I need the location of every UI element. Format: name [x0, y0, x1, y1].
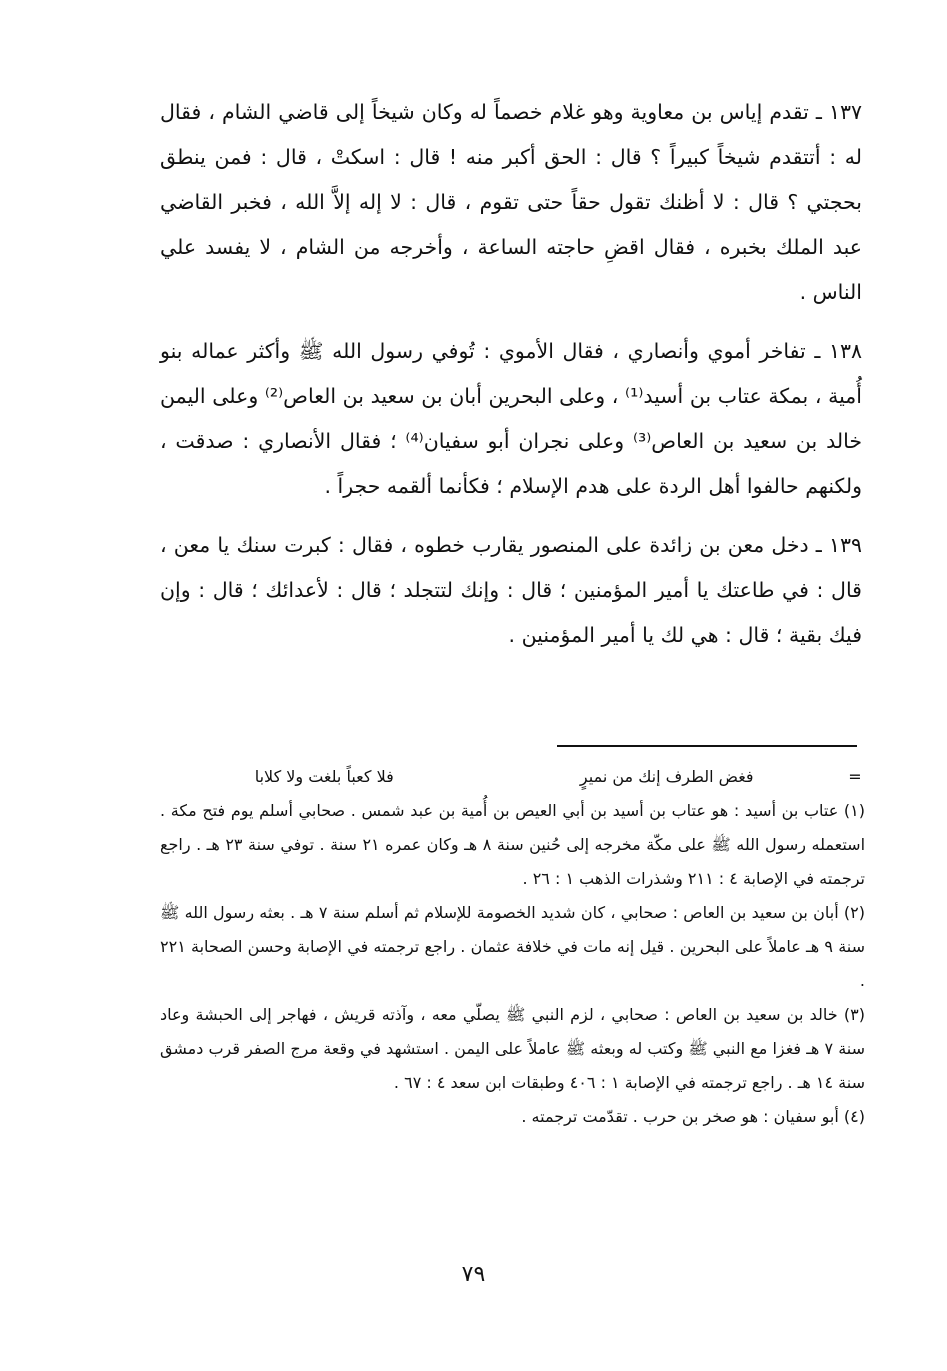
verse-first-hemistich: فغض الطرف إنك من نميرٍ	[579, 767, 754, 786]
footnote-verse	[160, 760, 865, 794]
verse-second-hemistich: فلا كعباً بلغت ولا كلابا	[254, 767, 394, 786]
page-number: ٧٩	[461, 1262, 486, 1287]
main-text	[160, 90, 862, 672]
continuation-mark: =	[848, 767, 862, 786]
paragraph-137: ١٣٧ ـ تقدم إياس بن معاوية وهو غلام خصماً له وكان شيخاً إلى قاضي الشام ، فقال له : أتتقدم شيخاً كبيراً ؟ قال : الحق أكبر منه ! قال : اسكتْ ، قال : فمن ينطق بحجتي ؟ قال : لا أظنك تقول حقاً حتى تقوم ، قال : لا إله إلاَّ الله ، فخبر القاضي عبد الملك بخبره ، فقال اقضِ حاجته الساعة ، وأخرجه من الشام ، لا يفسد علي الناس .	[160, 100, 862, 304]
paragraph-138: ١٣٨ ـ تفاخر أموي وأنصاري ، فقال الأموي : تُوفي رسول الله ﷺ وأكثر عماله بنو أُمية ، بمكة عتاب بن أسيد⁽¹⁾ ، وعلى البحرين أبان بن سعيد بن العاص⁽²⁾ وعلى اليمن خالد بن سعيد بن العاص⁽³⁾ وعلى نجران أبو سفيان⁽⁴⁾ ؛ فقال الأنصاري : صدقت ، ولكنهم حالفوا أهل الردة على هدم الإسلام ؛ فكأنما ألقمه حجراً .	[160, 339, 862, 498]
footnote-3: (٣) خالد بن سعيد بن العاص : صحابي ، لزم النبي ﷺ يصلّي معه ، وآذته قريش ، فهاجر إلى الحبشة وعاد سنة ٧ هـ فغزا مع النبي ﷺ وكتب له وبعثه ﷺ عاملاً على اليمن . استشهد في وقعة مرج الصفر قرب دمشق سنة ١٤ هـ . راجع ترجمته في الإصابة ١ : ٤٠٦ وطبقات ابن سعد ٤ : ٦٧ .	[160, 1005, 866, 1092]
footnote-4: (٤) أبو سفيان : هو صخر بن حرب . تقدّمت ترجمته .	[521, 1107, 865, 1126]
footnote-1: (١) عتاب بن أسيد : هو عتاب بن أسيد بن أبي العيص بن أُمية بن عبد شمس . صحابي أسلم يوم فتح مكة . استعمله رسول الله ﷺ على مكّة مخرجه إلى حُنين سنة ٨ هـ وكان عمره ٢١ سنة . توفي سنة ٢٣ هـ . راجع ترجمته في الإصابة ٤ : ٢١١ وشذرات الذهب ١ : ٢٦ .	[160, 801, 866, 888]
paragraph-139: ١٣٩ ـ دخل معن بن زائدة على المنصور يقارب خطوه ، فقال : كبرت سنك يا معن ، قال : في طاعتك يا أمير المؤمنين ؛ قال : وإنك لتتجلد ؛ قال : لأعدائك ؛ قال : وإن فيك بقية ؛ قال : هي لك يا أمير المؤمنين .	[160, 533, 862, 647]
footnote-2: (٢) أبان بن سعيد بن العاص : صحابي ، كان شديد الخصومة للإسلام ثم أسلم سنة ٧ هـ . بعثه رسول الله ﷺ سنة ٩ هـ عاملاً على البحرين . قيل إنه مات في خلافة عثمان . راجع ترجمته في الإصابة وحسن الصحابة ٢٢١ .	[160, 903, 866, 990]
footnote-divider	[557, 745, 857, 747]
footnotes	[160, 760, 865, 1134]
